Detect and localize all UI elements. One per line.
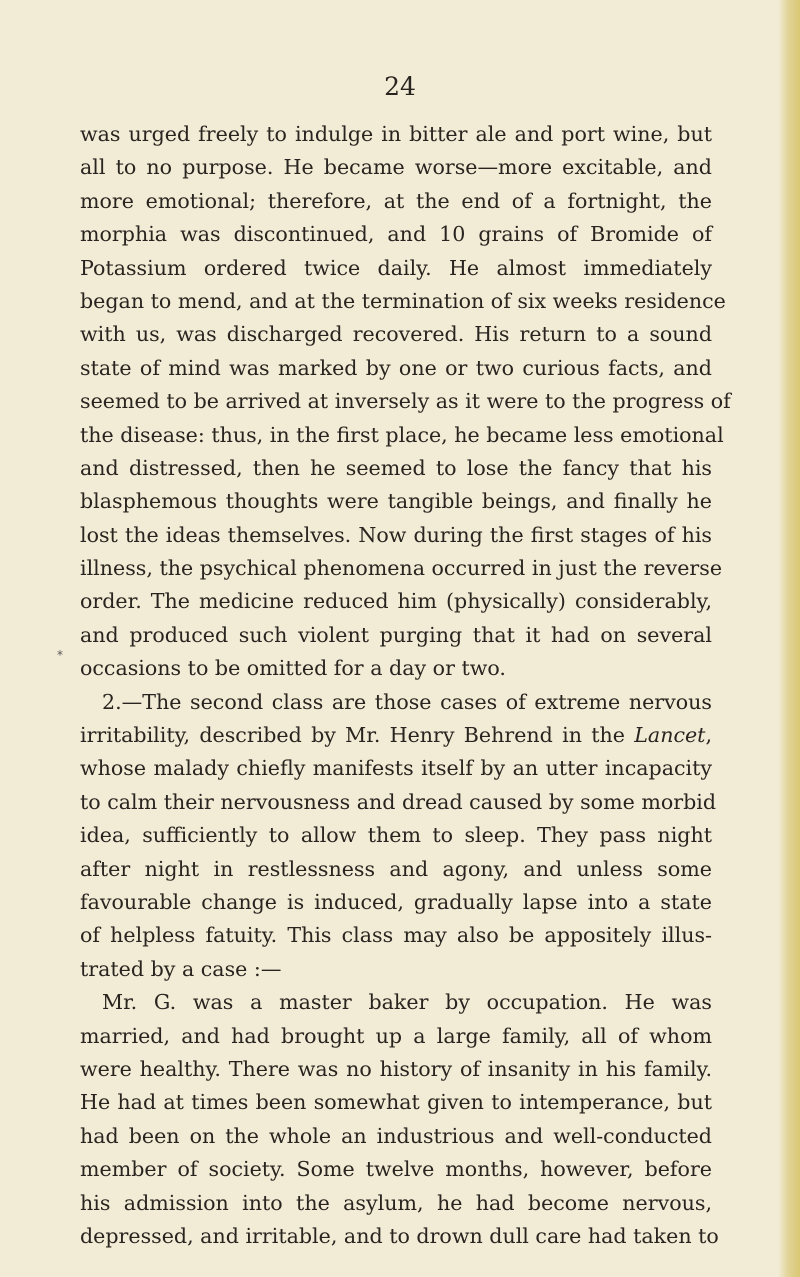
text-line: more emotional; therefore, at the end of a fortnight, the	[80, 188, 712, 213]
text-line: Mr. G. was a master baker by occupation. He was	[102, 990, 712, 1015]
text-line: had been on the whole an industrious and well-conducted	[80, 1123, 712, 1148]
text-line: He had at times been somewhat given to intemperance, but	[80, 1090, 712, 1115]
text-line: the disease: thus, in the first place, he became less emotional	[80, 422, 724, 447]
text-line: illness, the psychical phenomena occurred in just the reverse	[80, 556, 723, 581]
text-line: and produced such violent purging that it had on several	[80, 622, 712, 647]
text-line: blasphemous thoughts were tangible beings, and finally he	[80, 489, 712, 514]
text-line: favourable change is induced, gradually lapse into a state	[80, 889, 712, 914]
text-line: after night in restlessness and agony, and unless some	[80, 856, 712, 881]
text-line: of helpless fatuity. This class may also be appositely illus-	[80, 923, 712, 948]
text-line: to calm their nervousness and dread caused by some morbid	[80, 789, 717, 814]
text-line: member of society. Some twelve months, however, before	[80, 1157, 712, 1182]
text-line: idea, sufficiently to allow them to sleep. They pass night	[80, 823, 712, 848]
page-edge-shading	[778, 0, 800, 1277]
text-line: were healthy. There was no history of insanity in his family.	[80, 1056, 712, 1081]
page-number: 24	[384, 72, 416, 101]
text-line: seemed to be arrived at inversely as it were to the progress of	[80, 389, 731, 414]
text-line: state of mind was marked by one or two curious facts, and	[80, 355, 712, 380]
text-line: irritability, described by Mr. Henry Behrend in the Lancet,	[80, 723, 712, 748]
journal-title: Lancet	[634, 723, 706, 748]
text-line: and distressed, then he seemed to lose the fancy that his	[80, 455, 712, 480]
text-line: married, and had brought up a large family, all of whom	[80, 1023, 712, 1048]
text-line: began to mend, and at the termination of six weeks residence	[80, 288, 726, 313]
text-line: occasions to be omitted for a day or two.	[80, 656, 506, 681]
text-line: lost the ideas themselves. Now during the first stages of his	[80, 522, 712, 547]
text-line: 2.—The second class are those cases of extreme nervous	[102, 689, 712, 714]
text-line: his admission into the asylum, he had become nervous,	[80, 1190, 712, 1215]
body-text	[80, 118, 731, 1253]
text-line: whose malady chiefly manifests itself by an utter incapacity	[80, 756, 712, 781]
text-line: Potassium ordered twice daily. He almost immediately	[80, 255, 712, 280]
text-line: all to no purpose. He became worse—more excitable, and	[80, 155, 712, 180]
text-line: was urged freely to indulge in bitter ale and port wine, but	[80, 122, 712, 146]
text-line: morphia was discontinued, and 10 grains of Bromide of	[80, 222, 712, 247]
margin-mark: *	[57, 648, 63, 662]
text-line: depressed, and irritable, and to drown dull care had taken to	[80, 1223, 719, 1248]
text-line: with us, was discharged recovered. His return to a sound	[80, 322, 712, 347]
text-line: order. The medicine reduced him (physically) considerably,	[80, 589, 712, 614]
text-line: trated by a case :—	[80, 956, 282, 981]
